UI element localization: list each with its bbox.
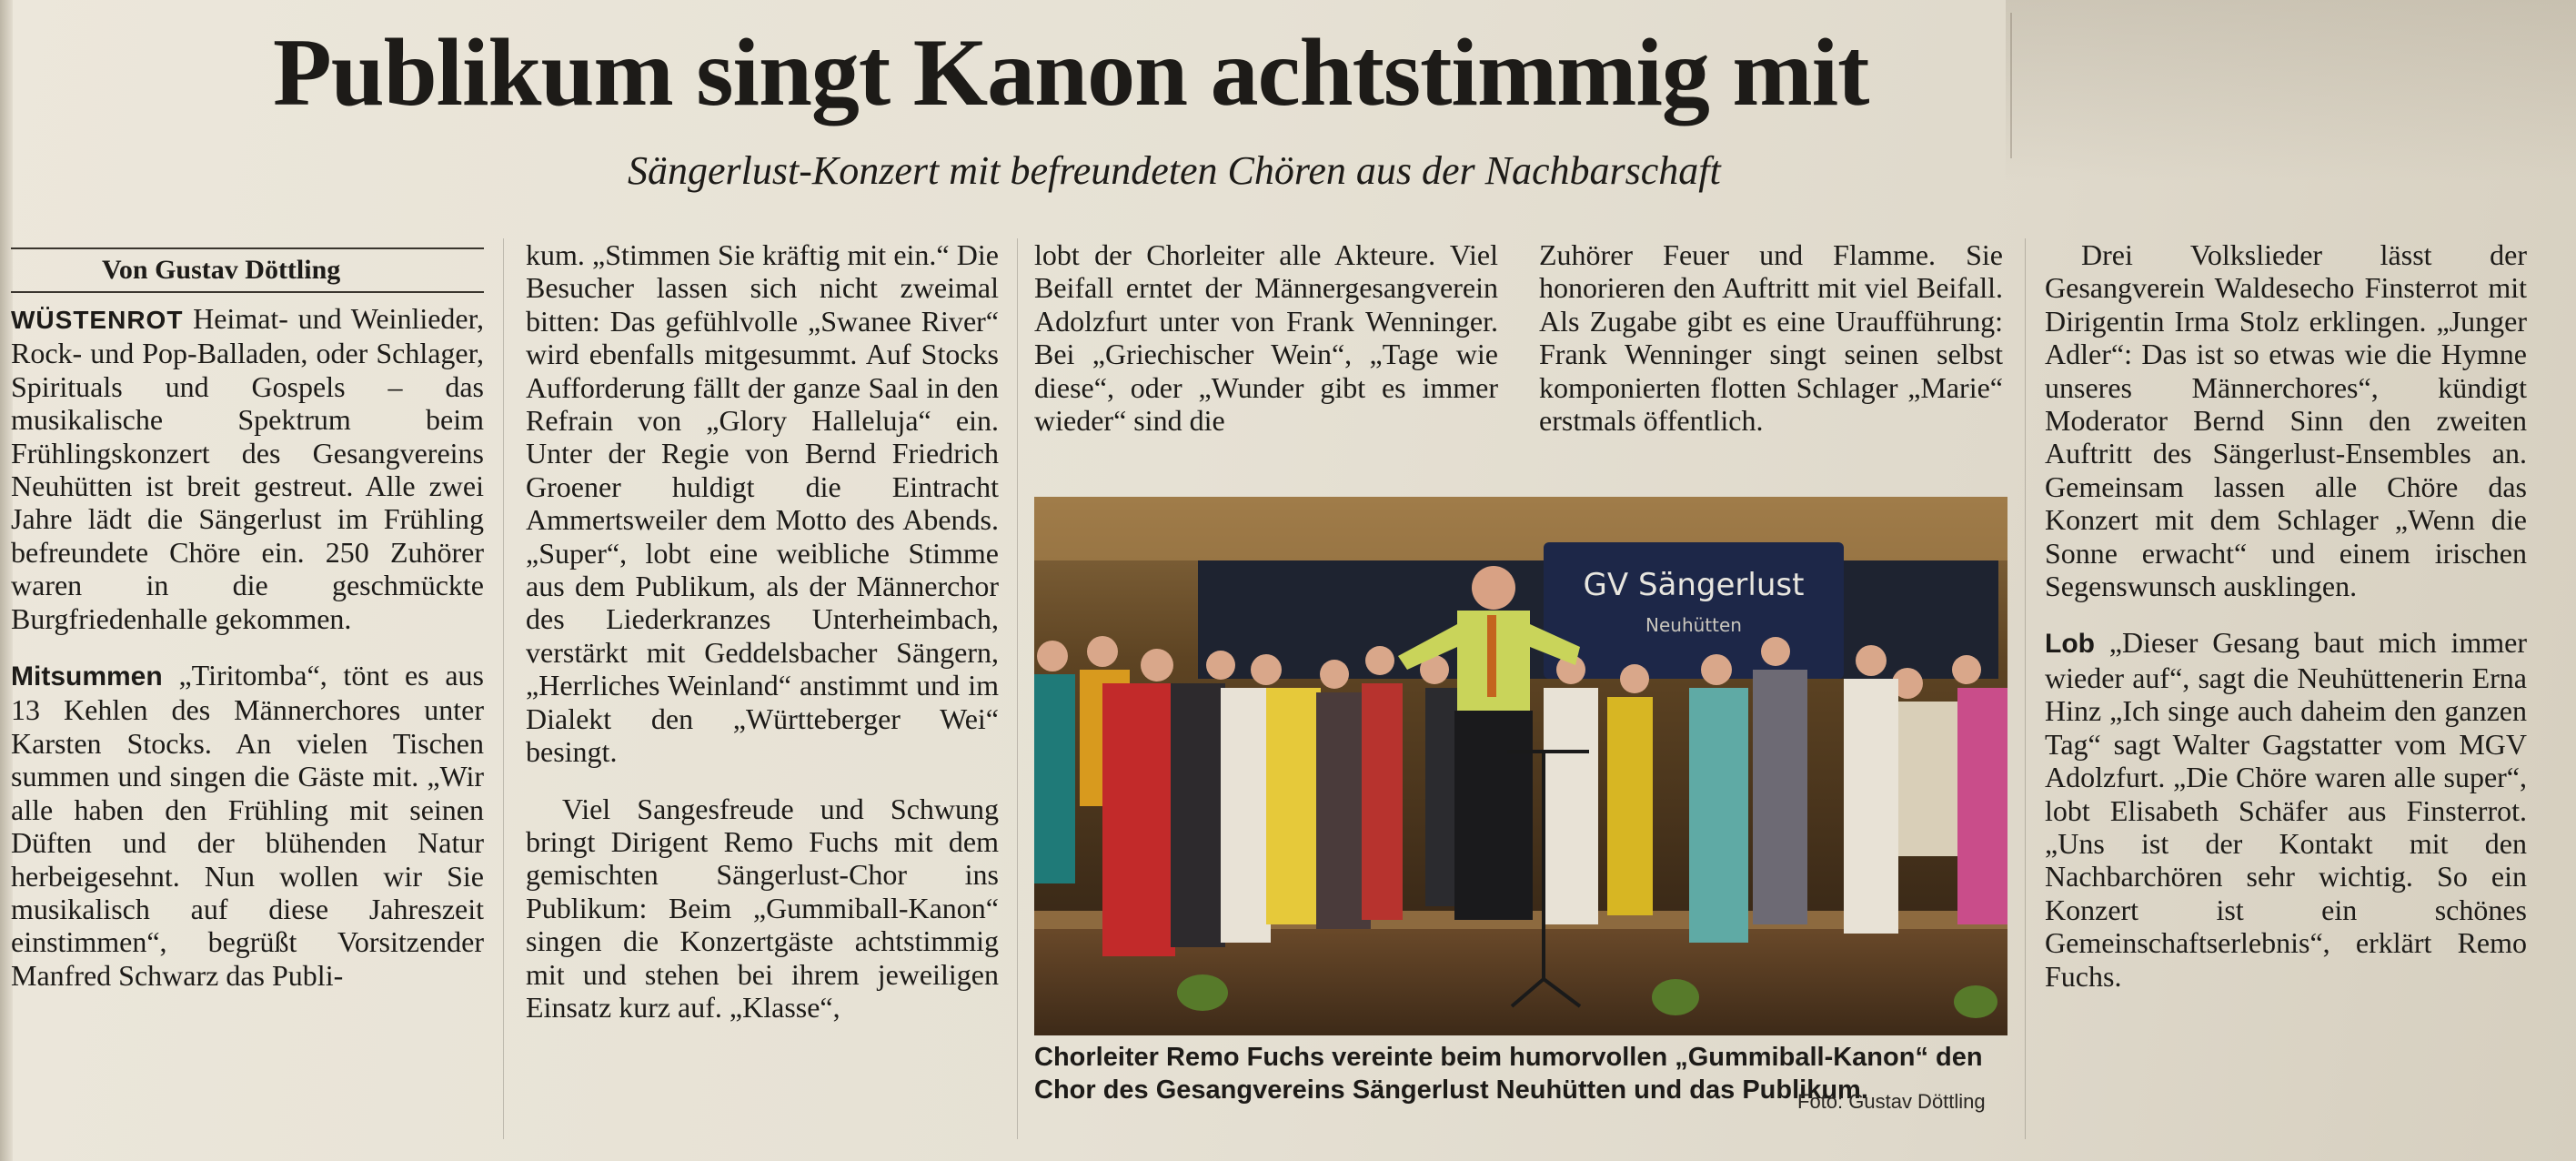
byline: Von Gustav Döttling	[11, 247, 484, 293]
choir-photo-illustration	[1034, 497, 2007, 1035]
paragraph-col2-1: kum. „Stimmen Sie kräftig mit ein.“ Die Besucher lassen sich nicht zweimal bitten: Das gefühlvolle „Swanee River“ wird ebenfalls mitgesummt. Auf Stocks Aufforderung fällt der ganze Saal in den Refrain von „Glory Halleluja“ ein. Unter der Regie von Bernd Friedrich Groener huldigt die Eintracht Ammertsweiler dem Motto des Abends. „Super“, lobt eine weibliche Stimme aus dem Publikum, als der Männerchor des Liederkranzes Unterheimbach, verstärkt mit Geddelsbacher Sängern, „Herrliches Weinland“ anstimmt und im Dialekt den „Württeberger Wei“ besingt.	[526, 238, 999, 769]
column-3	[1034, 238, 1498, 437]
paragraph-col2-2: Viel Sangesfreude und Schwung bringt Dirigent Remo Fuchs mit dem gemischten Sängerlust-Chor ins Publikum: Beim „Gummiball-Kanon“ singen die Konzertgäste achtstimmig mit und stehen bei ihrem jeweiligen Einsatz kurz auf. „Klasse“,	[526, 792, 999, 1024]
stage-banner	[1544, 542, 1844, 679]
photo-credit: Foto: Gustav Döttling	[1797, 1090, 1986, 1113]
intro-text: Heimat- und Weinlieder, Rock- und Pop-Balladen, oder Schlager, Spirituals und Gospels – das musikalische Spektrum beim Frühlingskonzert des Gesangvereins Neuhütten ist breit gestreut. Alle zwei Jahre lädt die Sängerlust im Frühling befreundete Chöre ein. 250 Zuhörer waren in die geschmückte Burgfriedenhalle gekommen.	[11, 302, 485, 635]
lob-text: „Dieser Gesang baut mich immer wieder auf“, sagt die Neuhüttenerin Erna Hinz „Ich singe auch daheim den ganzen Tag“ sagt Walter Gagstatter vom MGV Adolzfurt. „Die Chöre waren alle super“, lobt Elisabeth Schäfer aus Finsterrot. „Uns ist der Kontakt mit den Nachbarchören sehr wichtig. So ein Konzert ist ein schönes Gemeinschaftserlebnis“, erklärt Remo Fuchs.	[2045, 626, 2528, 993]
mitsummen-text: „Tiritomba“, tönt es aus 13 Kehlen des Männerchores unter Karsten Stocks. An vielen Tischen summen und singen die Gäste mit. „Wir alle haben den Frühling mit seinen Düften und der blühenden Natur herbeigesehnt. Nun wollen wir Sie musikalisch auf diese Jahreszeit einstimmen“, begrüßt Vorsitzender Manfred Schwarz das Publi-	[11, 659, 485, 992]
headline: Publikum singt Kanon achtstimmig mit	[273, 19, 1869, 126]
column-1	[11, 238, 484, 992]
subheading-mitsummen: Mitsummen	[11, 661, 163, 692]
concert-photo	[1034, 497, 2007, 1035]
paragraph-col3: lobt der Chorleiter alle Akteure. Viel Beifall erntet der Männergesangverein Adolzfurt unter von Frank Wenninger. Bei „Griechischer Wein“, „Tage wie diese“, oder „Wunder gibt es immer wieder“ sind die	[1034, 238, 1498, 438]
adjacent-box-frame	[2010, 13, 2558, 158]
paragraph-col4: Zuhörer Feuer und Flamme. Sie honorieren den Auftritt mit viel Beifall. Als Zugabe gibt es eine Uraufführung: Frank Wenninger singt seinen selbst komponierten flotten Schlager „Marie“ erstmals öffentlich.	[1539, 238, 2003, 438]
column-4	[1539, 238, 2003, 437]
column-rule	[2025, 238, 2026, 1139]
paragraph-lob	[2045, 626, 2527, 992]
banner-subtitle: Neuhütten	[1645, 614, 1742, 636]
banner-title: GV Sängerlust	[1583, 567, 1805, 603]
column-rule	[503, 238, 504, 1139]
dateline: WÜSTENROT	[11, 306, 184, 334]
paragraph-col5-1: Drei Volkslieder lässt der Gesangverein Waldesecho Finsterrot mit Dirigentin Irma Stolz erklingen. „Junger Adler“: Das ist so etwas wie die Hymne unseres Männerchores“, kündigt Moderator Bernd Sinn den zweiten Auftritt des Sängerlust-Ensembles an. Gemeinsam lassen alle Chöre das Konzert mit dem Schlager „Wenn die Sonne erwacht“ und einem irischen Segenswunsch ausklingen.	[2045, 238, 2527, 603]
column-5	[2045, 238, 2527, 993]
column-2	[526, 238, 999, 1024]
paragraph-mitsummen	[11, 659, 484, 992]
paragraph-intro	[11, 302, 484, 635]
photo-caption: Chorleiter Remo Fuchs vereinte beim humorvollen „Gummiball-Kanon“ den Chor des Gesangvereins Sängerlust Neuhütten und das Publikum.	[1034, 1043, 1983, 1105]
subheadline: Sängerlust-Konzert mit befreundeten Chören aus der Nachbarschaft	[628, 148, 1721, 193]
subheading-lob: Lob	[2045, 629, 2095, 660]
column-rule	[1017, 238, 1018, 1139]
